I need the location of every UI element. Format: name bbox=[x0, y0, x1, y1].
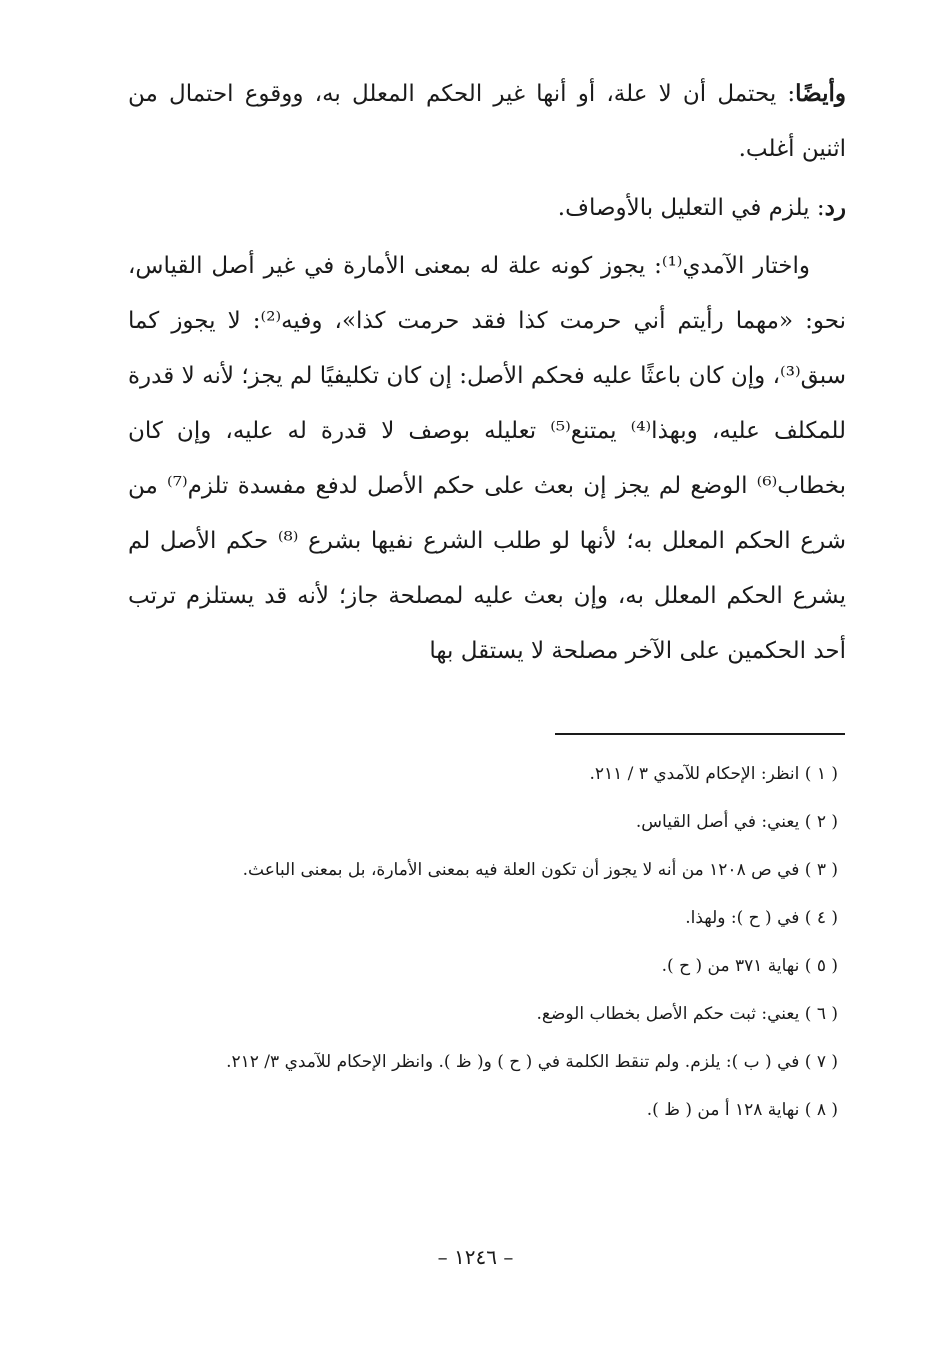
footnote-2: ( ٢ ) يعني: في أصل القياس. bbox=[635, 812, 838, 832]
footnote-7: ( ٧ ) في ( ب ): يلزم. ولم تنقط الكلمة في ( ح ) و( ظ ). وانظر الإحكام للآمدي ٣/ ٢١٢. bbox=[226, 1052, 838, 1072]
paragraph-2-text: : يلزم في التعليل بالأوصاف. bbox=[557, 195, 825, 221]
footnote-4: ( ٤ ) في ( ح ): ولهذا. bbox=[685, 908, 838, 928]
paragraph-2-lead: رد bbox=[824, 194, 846, 221]
paragraph-1-text: : يحتمل أن لا علة، أو أنها غير الحكم المعلل به، ووقوع احتمال من اثنين أغلب. bbox=[128, 81, 846, 162]
footnote-6: ( ٦ ) يعني: ثبت حكم الأصل بخطاب الوضع. bbox=[536, 1004, 838, 1024]
footnote-5: ( ٥ ) نهاية ٣٧١ من ( ح ). bbox=[661, 956, 838, 976]
paragraph-1-lead: وأيضًا bbox=[795, 80, 846, 107]
footnote-divider bbox=[555, 733, 845, 735]
footnote-3: ( ٣ ) في ص ١٢٠٨ من أنه لا يجوز أن تكون العلة فيه بمعنى الأمارة، بل بمعنى الباعث. bbox=[242, 860, 838, 880]
footnotes bbox=[120, 750, 838, 1134]
page-number: – ١٢٤٦ – bbox=[437, 1245, 514, 1269]
footnote-1: ( ١ ) انظر: الإحكام للآمدي ٣ / ٢١١. bbox=[589, 764, 838, 784]
footnote-8: ( ٨ ) نهاية ١٢٨ أ من ( ظ ). bbox=[646, 1100, 838, 1120]
paragraph-2 bbox=[128, 180, 846, 236]
paragraph-1 bbox=[128, 66, 846, 177]
main-text bbox=[128, 66, 846, 679]
paragraph-3: واختار الآمدي⁽¹⁾: يجوز كونه علة له بمعنى الأمارة في غير أصل القياس، نحو: «مهما رأيتم أني حرمت كذا فقد حرمت كذا»، وفيه⁽²⁾: لا يجوز كما سبق⁽³⁾، وإن كان باعثًا عليه فحكم الأصل: إن كان تكليفيًا لم يجز؛ لأنه لا قدرة للمكلف عليه، وبهذا⁽⁴⁾ يمتنع⁽⁵⁾ تعليله بوصف لا قدرة له عليه، وإن كان بخطاب⁽⁶⁾ الوضع لم يجز إن بعث على حكم الأصل لدفع مفسدة تلزم⁽⁷⁾ من شرع الحكم المعلل به؛ لأنها لو طلب الشرع نفيها بشرع ⁽⁸⁾ حكم الأصل لم يشرع الحكم المعلل به، وإن بعث عليه لمصلحة جاز؛ لأنه قد يستلزم ترتب أحد الحكمين على الآخر مصلحة لا يستقل بها bbox=[128, 253, 846, 664]
